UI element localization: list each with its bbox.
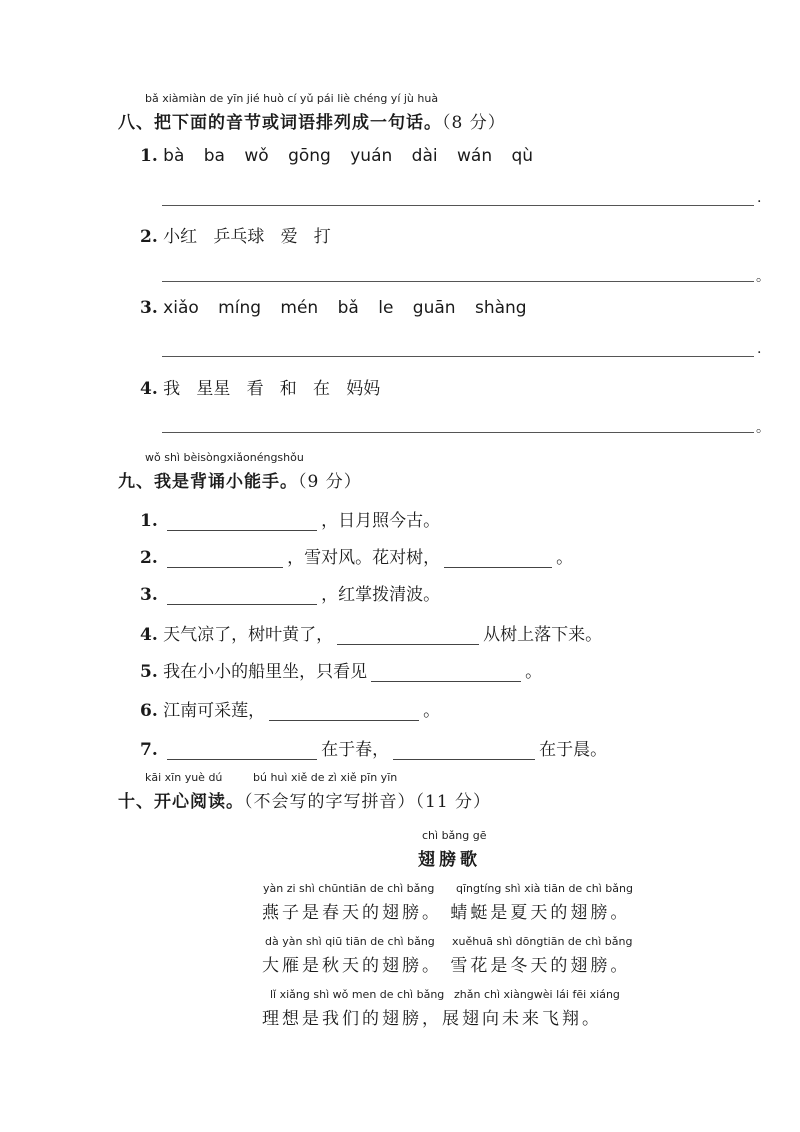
- s8-answer-line-3[interactable]: [162, 356, 754, 357]
- poem-text: 大雁是秋天的翅膀。: [262, 956, 442, 976]
- s8-answer-line-2[interactable]: [162, 281, 754, 282]
- section9-heading: [118, 467, 362, 492]
- s8-item-2: [140, 222, 331, 247]
- item-number: 1.: [140, 511, 158, 531]
- poem-text: 展翅向未来飞翔。: [442, 1009, 602, 1029]
- item-number: 7.: [140, 740, 158, 760]
- item-number: 3.: [140, 298, 158, 318]
- section9-pinyin: wǒ shì bèisòngxiǎonéngshǒu: [145, 451, 304, 464]
- section8-heading-text: 八、把下面的音节或词语排列成一句话。: [118, 113, 442, 133]
- poem-text: 燕子是春天的翅膀。: [262, 903, 442, 923]
- fill-blank[interactable]: [444, 550, 552, 568]
- s8-end-mark-2: 。: [756, 269, 770, 285]
- fill-blank[interactable]: [337, 627, 479, 645]
- s9-item-3: [140, 580, 440, 605]
- s9-item-5: [140, 657, 542, 682]
- item-pinyin: bà ba wǒ gōng yuán dài wán qù: [163, 146, 534, 166]
- fill-blank[interactable]: [167, 513, 317, 531]
- s9-item-6: [140, 696, 440, 721]
- section9-heading-text: 九、我是背诵小能手。: [118, 472, 298, 492]
- s8-answer-line-1[interactable]: [162, 205, 754, 206]
- poem-pinyin: lǐ xiǎng shì wǒ men de chì bǎng: [270, 988, 445, 1001]
- poem-pinyin: xuěhuā shì dōngtiān de chì bǎng: [452, 935, 633, 948]
- item-text: ，红掌拨清波。: [321, 585, 441, 605]
- item-number: 1.: [140, 146, 158, 166]
- item-words: 小红 乒乓球 爱 打: [163, 227, 331, 247]
- item-number: 5.: [140, 662, 158, 682]
- poem-title: 翅膀歌: [418, 850, 481, 870]
- item-text: 我在小小的船里坐，只看见: [163, 662, 368, 682]
- item-text: 江南可采莲，: [163, 701, 266, 721]
- s8-item-4: [140, 374, 380, 399]
- item-number: 2.: [140, 548, 158, 568]
- poem-line-3: [262, 1004, 602, 1029]
- fill-blank[interactable]: [167, 587, 317, 605]
- section9-score: （9 分）: [298, 472, 362, 492]
- poem-text: 雪花是冬天的翅膀。: [450, 956, 631, 976]
- item-text: 天气凉了，树叶黄了，: [163, 625, 334, 645]
- s8-item-1: [140, 146, 533, 166]
- s9-item-1: [140, 506, 440, 531]
- poem-pinyin: dà yàn shì qiū tiān de chì bǎng: [265, 935, 435, 948]
- fill-blank[interactable]: [167, 550, 283, 568]
- item-text: ，雪对风。花对树，: [287, 548, 441, 568]
- poem-text: 理想是我们的翅膀，: [262, 1009, 442, 1029]
- poem-title-pinyin: chì bǎng gē: [422, 829, 487, 842]
- section10-score: （11 分）: [415, 792, 492, 812]
- item-text: 从树上落下来。: [483, 625, 603, 645]
- fill-blank[interactable]: [393, 742, 535, 760]
- item-number: 3.: [140, 585, 158, 605]
- item-number: 2.: [140, 227, 158, 247]
- item-number: 6.: [140, 701, 158, 721]
- fill-blank[interactable]: [167, 742, 317, 760]
- s9-item-2: [140, 543, 573, 568]
- s9-item-4: [140, 620, 602, 645]
- s8-end-mark-4: 。: [756, 420, 770, 436]
- item-pinyin: xiǎo míng mén bǎ le guān shàng: [163, 298, 527, 318]
- item-text: 在于春，: [321, 740, 390, 760]
- s9-item-7: [140, 735, 607, 760]
- item-text: ，日月照今古。: [321, 511, 441, 531]
- section10-heading-text: 十、开心阅读。: [118, 792, 244, 812]
- item-text: 。: [423, 701, 441, 721]
- s8-end-mark-3: .: [757, 341, 762, 357]
- poem-pinyin: zhǎn chì xiàngwèi lái fēi xiáng: [454, 988, 620, 1001]
- section10-pinyin-2: bú huì xiě de zì xiě pīn yīn: [253, 771, 398, 784]
- item-number: 4.: [140, 379, 158, 399]
- poem-line-1: [262, 898, 630, 923]
- section10-heading: [118, 787, 491, 812]
- poem-pinyin: qīngtíng shì xià tiān de chì bǎng: [456, 882, 633, 895]
- fill-blank[interactable]: [371, 664, 521, 682]
- section8-heading: [118, 108, 506, 133]
- item-number: 4.: [140, 625, 158, 645]
- item-text: 在于晨。: [539, 740, 608, 760]
- s8-end-mark-1: .: [757, 190, 762, 206]
- section8-score: （8 分）: [442, 113, 506, 133]
- section8-pinyin: bǎ xiàmiàn de yīn jié huò cí yǔ pái liè chéng yí jù huà: [145, 92, 439, 105]
- s8-item-3: [140, 298, 527, 318]
- section10-pinyin-1: kāi xīn yuè dú: [145, 771, 223, 784]
- item-words: 我 星星 看 和 在 妈妈: [163, 379, 381, 399]
- poem-text: 蜻蜓是夏天的翅膀。: [450, 903, 631, 923]
- section10-note: （不会写的字写拼音）: [244, 792, 416, 812]
- s8-answer-line-4[interactable]: [162, 432, 754, 433]
- fill-blank[interactable]: [269, 703, 419, 721]
- poem-pinyin: yàn zi shì chūntiān de chì bǎng: [263, 882, 435, 895]
- item-text: 。: [525, 662, 543, 682]
- item-text: 。: [556, 548, 574, 568]
- poem-line-2: [262, 951, 630, 976]
